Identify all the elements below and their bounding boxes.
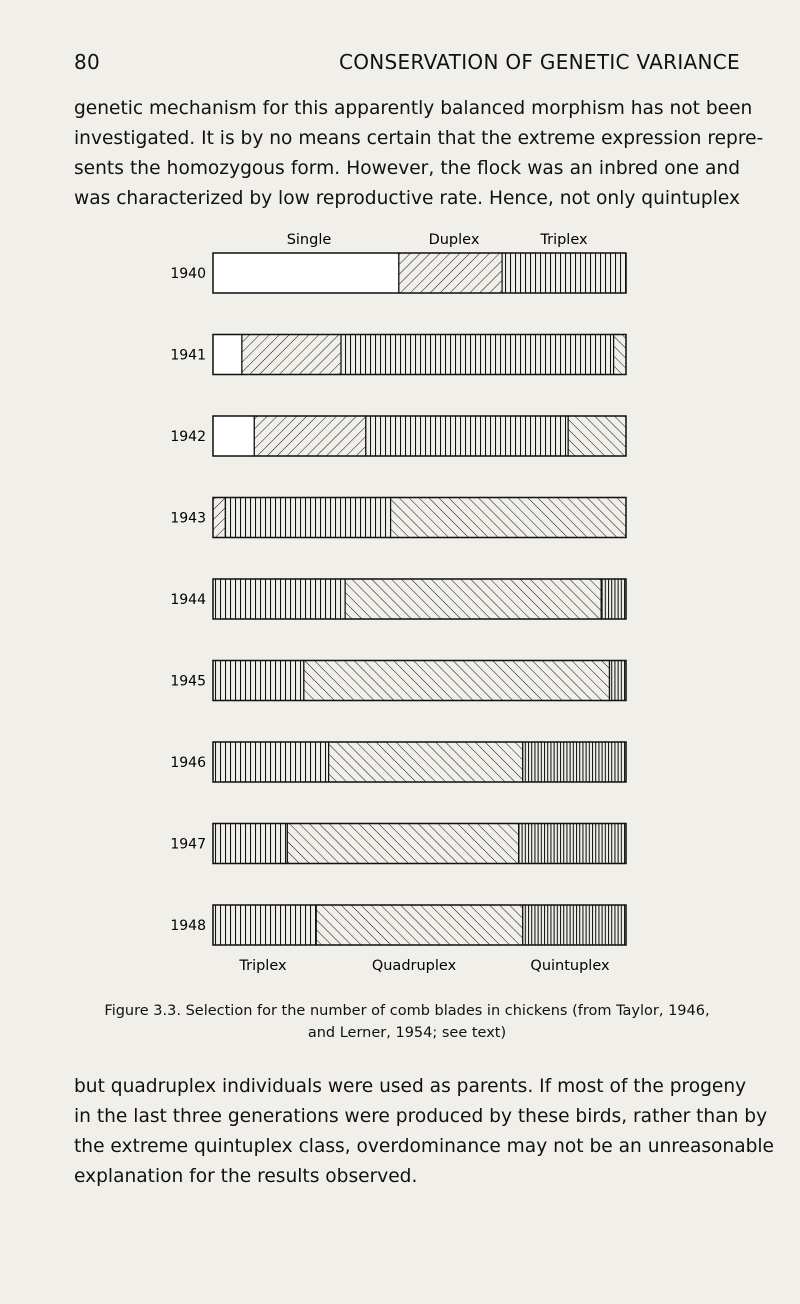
bottom-labels [238,958,610,974]
top-labels [287,232,588,248]
bar-segment-triplex [502,253,626,293]
running-title: CONSERVATION OF GENETIC VARIANCE [338,50,740,74]
bottom-label-quadruplex: Quadruplex [371,958,457,974]
bar-segment-quintuplex [523,905,626,945]
bar-segment-quintuplex [519,824,626,864]
bar-segment-single [213,335,242,375]
top-label-single: Single [286,232,332,248]
bar-segment-triplex [366,416,568,456]
text-line: was characterized by low reproductive rate. Hence, not only quintuplex [74,188,740,209]
year-label: 1945 [170,673,206,690]
bottom-label-triplex: Triplex [239,958,287,974]
year-label: 1943 [170,510,206,527]
bar-segment-quadruplex [614,335,626,375]
bar-segment-triplex [213,824,287,864]
text-line: but quadruplex individuals were used as parents. If most of the progeny [74,1076,747,1097]
bar-segment-quadruplex [568,416,626,456]
bar-segment-duplex [242,335,341,375]
figure-caption [74,1000,740,1044]
top-label-duplex: Duplex [428,232,480,248]
year-label: 1942 [170,429,206,445]
text-line: sents the homozygous form. However, the flock was an inbred one and [74,158,740,179]
page-number: 80 [74,50,101,74]
bar-segment-triplex [213,579,345,619]
bar-segment-quadruplex [316,905,523,945]
year-label: 1944 [170,592,206,608]
text-line: explanation for the results observed. [74,1166,418,1187]
bar-segment-quintuplex [609,661,626,701]
bar-segment-triplex [213,905,316,945]
bar-segment-single [213,253,399,293]
text-line: the extreme quintuplex class, overdominance may not be an unreasonable [74,1136,774,1157]
caption-line: Figure 3.3. Selection for the number of comb blades in chickens (from Taylor, 1946, [104,1003,710,1019]
bar-segment-single [213,416,254,456]
bar-segment-quadruplex [345,579,601,619]
year-label: 1948 [170,918,206,934]
text-line: in the last three generations were produced by these birds, rather than by [74,1106,768,1127]
bar-segment-quadruplex [329,742,523,782]
bar-segment-quadruplex [287,824,518,864]
bar-segment-duplex [254,416,366,456]
caption-line: and Lerner, 1954; see text) [307,1025,507,1041]
bar-segment-quintuplex [601,579,626,619]
year-label: 1947 [170,836,206,853]
bar-segment-triplex [213,742,329,782]
bar-segment-quadruplex [391,498,626,538]
text-line: genetic mechanism for this apparently balanced morphism has not been [74,98,753,119]
text-line: investigated. It is by no means certain that the extreme expression repre- [74,128,764,149]
paragraph-bottom [74,1072,774,1192]
bar-segment-quintuplex [523,742,626,782]
bar-segment-triplex [225,498,390,538]
bar-segment-quadruplex [304,661,610,701]
year-label: 1940 [170,266,206,282]
bar-segment-duplex [213,498,225,538]
bottom-label-quintuplex: Quintuplex [530,958,610,974]
bar-segment-triplex [213,661,304,701]
year-label: 1941 [170,347,206,364]
top-label-triplex: Triplex [540,232,588,248]
year-label: 1946 [170,755,206,771]
bar-segment-triplex [341,335,614,375]
bar-rows [170,253,626,945]
bar-segment-duplex [399,253,502,293]
